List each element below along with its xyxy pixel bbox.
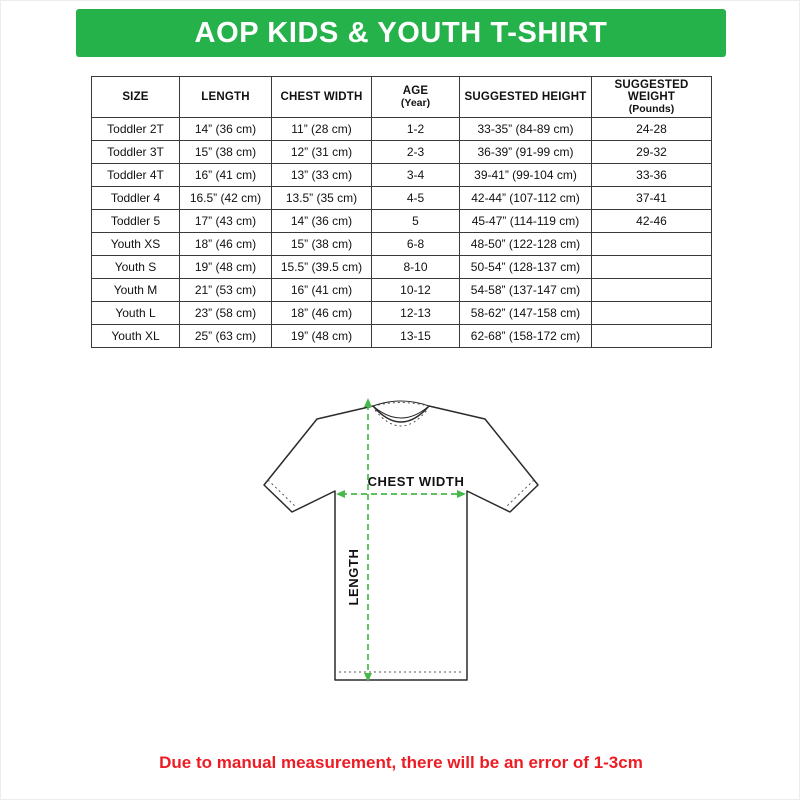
table-cell: 19” (48 cm) xyxy=(180,256,272,279)
length-arrow-top xyxy=(364,398,372,407)
table-cell: Youth XS xyxy=(92,233,180,256)
table-cell: 15” (38 cm) xyxy=(180,141,272,164)
table-cell: 42-44” (107-112 cm) xyxy=(460,187,592,210)
table-cell: 6-8 xyxy=(372,233,460,256)
table-cell xyxy=(592,325,712,348)
table-cell: Youth XL xyxy=(92,325,180,348)
table-cell: 18” (46 cm) xyxy=(272,302,372,325)
column-header: SIZE xyxy=(92,77,180,118)
chest-width-label: CHEST WIDTH xyxy=(367,474,465,489)
table-cell: 36-39” (91-99 cm) xyxy=(460,141,592,164)
table-cell: 13-15 xyxy=(372,325,460,348)
tshirt-body-outline xyxy=(264,406,538,680)
table-cell: 1-2 xyxy=(372,118,460,141)
column-header: SUGGESTED HEIGHT xyxy=(460,77,592,118)
tshirt-outline-drawing xyxy=(251,391,551,703)
table-cell: 17” (43 cm) xyxy=(180,210,272,233)
table-cell: 16.5” (42 cm) xyxy=(180,187,272,210)
table-cell: Toddler 5 xyxy=(92,210,180,233)
size-chart-table xyxy=(91,76,712,348)
table-cell: 5 xyxy=(372,210,460,233)
length-label: LENGTH xyxy=(346,548,361,606)
table-cell: 12-13 xyxy=(372,302,460,325)
table-cell: 2-3 xyxy=(372,141,460,164)
table-cell: Youth M xyxy=(92,279,180,302)
table-cell: 18” (46 cm) xyxy=(180,233,272,256)
size-chart-body xyxy=(92,118,712,348)
table-row xyxy=(92,187,712,210)
size-chart-header-row xyxy=(92,77,712,118)
table-cell: 48-50” (122-128 cm) xyxy=(460,233,592,256)
table-cell: 29-32 xyxy=(592,141,712,164)
table-cell: 50-54” (128-137 cm) xyxy=(460,256,592,279)
table-row xyxy=(92,233,712,256)
table-cell xyxy=(592,302,712,325)
table-cell: 37-41 xyxy=(592,187,712,210)
table-row xyxy=(92,256,712,279)
collar-back-seam xyxy=(373,401,429,406)
table-cell: 42-46 xyxy=(592,210,712,233)
table-cell: 45-47” (114-119 cm) xyxy=(460,210,592,233)
table-cell: Toddler 4T xyxy=(92,164,180,187)
table-row xyxy=(92,141,712,164)
table-cell xyxy=(592,279,712,302)
column-header: SUGGESTED WEIGHT (Pounds) xyxy=(592,77,712,118)
table-cell: 11” (28 cm) xyxy=(272,118,372,141)
table-cell: Youth S xyxy=(92,256,180,279)
table-cell: 10-12 xyxy=(372,279,460,302)
table-cell: 39-41” (99-104 cm) xyxy=(460,164,592,187)
table-cell: 21” (53 cm) xyxy=(180,279,272,302)
table-row xyxy=(92,279,712,302)
table-cell: 15.5” (39.5 cm) xyxy=(272,256,372,279)
table-cell: 4-5 xyxy=(372,187,460,210)
table-cell: 25” (63 cm) xyxy=(180,325,272,348)
table-cell: 62-68” (158-172 cm) xyxy=(460,325,592,348)
table-cell xyxy=(592,233,712,256)
table-row xyxy=(92,325,712,348)
table-cell: 12” (31 cm) xyxy=(272,141,372,164)
page-title: AOP KIDS & YOUTH T-SHIRT xyxy=(76,9,726,57)
table-cell: Toddler 2T xyxy=(92,118,180,141)
table-cell: 13.5” (35 cm) xyxy=(272,187,372,210)
table-cell: 16” (41 cm) xyxy=(180,164,272,187)
column-header: LENGTH xyxy=(180,77,272,118)
tshirt-measurement-diagram xyxy=(251,391,551,703)
table-cell: 14” (36 cm) xyxy=(180,118,272,141)
table-cell: 58-62” (147-158 cm) xyxy=(460,302,592,325)
table-cell: 14” (36 cm) xyxy=(272,210,372,233)
table-cell: 33-36 xyxy=(592,164,712,187)
column-header: AGE (Year) xyxy=(372,77,460,118)
table-cell: Toddler 3T xyxy=(92,141,180,164)
table-cell: 15” (38 cm) xyxy=(272,233,372,256)
table-cell xyxy=(592,256,712,279)
table-row xyxy=(92,302,712,325)
table-cell: 16” (41 cm) xyxy=(272,279,372,302)
table-cell: 19” (48 cm) xyxy=(272,325,372,348)
table-row xyxy=(92,210,712,233)
table-row xyxy=(92,118,712,141)
table-cell: 24-28 xyxy=(592,118,712,141)
table-cell: 13” (33 cm) xyxy=(272,164,372,187)
measurement-disclaimer: Due to manual measurement, there will be an error of 1-3cm xyxy=(159,753,643,772)
table-cell: 33-35” (84-89 cm) xyxy=(460,118,592,141)
table-cell: 8-10 xyxy=(372,256,460,279)
column-header: CHEST WIDTH xyxy=(272,77,372,118)
table-cell: 3-4 xyxy=(372,164,460,187)
table-cell: Toddler 4 xyxy=(92,187,180,210)
table-row xyxy=(92,164,712,187)
table-cell: 23” (58 cm) xyxy=(180,302,272,325)
table-cell: Youth L xyxy=(92,302,180,325)
table-cell: 54-58” (137-147 cm) xyxy=(460,279,592,302)
